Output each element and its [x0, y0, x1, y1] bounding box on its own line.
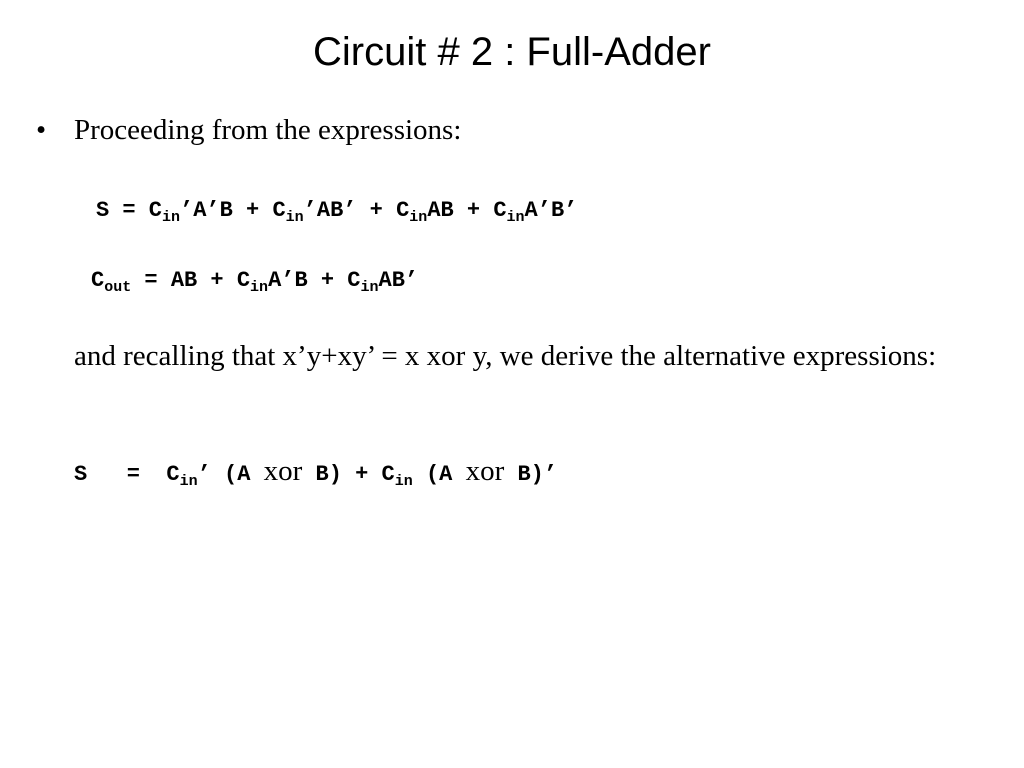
eq-part: B)’	[504, 462, 558, 487]
eq-subscript: in	[162, 209, 181, 226]
eq-part: S = C	[74, 462, 180, 487]
bullet-item	[36, 110, 461, 150]
xor-operator: xor	[263, 455, 303, 487]
eq-subscript: in	[360, 279, 379, 296]
eq-part: A’B’	[524, 198, 578, 223]
eq-part: ’ (A	[197, 462, 264, 487]
eq-subscript: in	[285, 209, 304, 226]
eq-part: S = C	[96, 198, 163, 223]
xor-operator: xor	[465, 455, 505, 487]
eq-part: AB’	[378, 268, 419, 293]
eq-subscript: in	[506, 209, 525, 226]
eq-part: = AB + C	[131, 268, 251, 293]
slide-title: Circuit # 2 : Full-Adder	[313, 30, 711, 74]
bullet-text: Proceeding from the expressions:	[74, 114, 462, 146]
alternative-sum-equation	[74, 456, 557, 490]
eq-part: (A	[412, 462, 466, 487]
explanation-paragraph: and recalling that x’y+xy’ = x xor y, we derive the alternative expressions:	[74, 340, 937, 372]
eq-part: B) + C	[302, 462, 395, 487]
bullet-marker: •	[36, 114, 47, 146]
sum-equation	[96, 196, 577, 226]
carry-out-equation	[91, 266, 418, 296]
eq-part: AB + C	[427, 198, 507, 223]
eq-subscript: out	[104, 279, 132, 296]
eq-part: ’AB’ + C	[303, 198, 410, 223]
eq-subscript: in	[179, 473, 198, 490]
eq-part: A’B + C	[268, 268, 361, 293]
eq-subscript: in	[250, 279, 269, 296]
eq-subscript: in	[394, 473, 413, 490]
eq-part: ’A’B + C	[180, 198, 286, 223]
eq-part: C	[91, 268, 105, 293]
eq-subscript: in	[409, 209, 428, 226]
